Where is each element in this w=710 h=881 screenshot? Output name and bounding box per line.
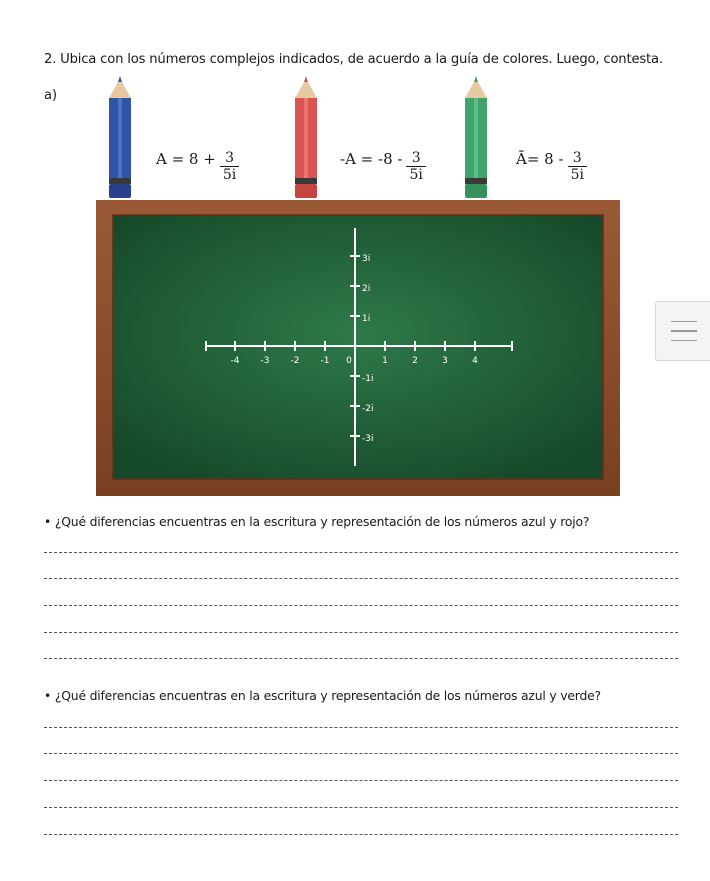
red-denominator: 5i — [406, 166, 425, 183]
green-equation-lhs: Ā= 8 - — [516, 150, 564, 168]
y-tick-label: -2i — [362, 404, 374, 414]
answer-line[interactable] — [44, 834, 678, 835]
question-2 — [44, 688, 601, 703]
blue-equation — [156, 150, 239, 183]
green-numerator: 3 — [572, 150, 582, 166]
red-equation-lhs: -A = -8 - — [340, 150, 403, 168]
x-tick-label: -2 — [290, 356, 300, 366]
green-denominator: 5i — [568, 166, 587, 183]
y-tick-label: 3i — [362, 254, 371, 264]
answer-line[interactable] — [44, 658, 678, 659]
blue-numerator: 3 — [225, 150, 234, 166]
y-tick-label: 1i — [362, 314, 371, 324]
bullet: • — [44, 514, 52, 529]
hamburger-icon-line — [671, 330, 697, 332]
blue-fraction — [220, 150, 239, 183]
y-tick-label: -3i — [362, 434, 374, 444]
red-pencil-icon — [295, 76, 317, 198]
question-2-text: ¿Qué diferencias encuentras en la escritura y representación de los números azul y verde? — [54, 688, 601, 703]
x-tick-label: 0 — [346, 356, 352, 366]
x-tick-label: 1 — [382, 356, 388, 366]
red-numerator: 3 — [411, 150, 421, 166]
blue-pencil-icon — [109, 76, 131, 198]
x-tick-label: 2 — [412, 356, 418, 366]
red-fraction — [406, 150, 425, 183]
y-tick-label: 2i — [362, 284, 371, 294]
blue-equation-lhs: A = 8 + — [156, 150, 216, 168]
answer-line[interactable] — [44, 753, 678, 754]
bullet: • — [44, 688, 52, 703]
hamburger-icon-line — [671, 321, 697, 323]
instruction-text: 2. Ubica con los números complejos indicados, de acuerdo a la guía de colores. Luego, contesta. — [44, 52, 663, 67]
hamburger-icon-line — [671, 340, 697, 342]
menu-button[interactable] — [655, 301, 710, 361]
green-fraction — [568, 150, 587, 183]
answer-line[interactable] — [44, 727, 678, 728]
x-tick-label: -4 — [230, 356, 240, 366]
green-equation — [516, 150, 587, 183]
answer-line[interactable] — [44, 807, 678, 808]
answer-line[interactable] — [44, 552, 678, 553]
x-tick-label: -1 — [320, 356, 330, 366]
answer-line[interactable] — [44, 632, 678, 633]
answer-line[interactable] — [44, 780, 678, 781]
answer-line[interactable] — [44, 605, 678, 606]
red-equation — [340, 150, 426, 183]
question-1 — [44, 514, 589, 529]
blue-denominator: 5i — [220, 166, 239, 183]
answer-line[interactable] — [44, 578, 678, 579]
part-label: a) — [44, 88, 58, 103]
chalkboard — [96, 200, 620, 496]
y-tick-label: -1i — [362, 374, 374, 384]
x-tick-label: 3 — [442, 356, 448, 366]
x-tick-label: -3 — [260, 356, 270, 366]
x-tick-label: 4 — [472, 356, 478, 366]
question-1-text: ¿Qué diferencias encuentras en la escritura y representación de los números azul y rojo? — [54, 514, 590, 529]
green-pencil-icon — [465, 76, 487, 198]
